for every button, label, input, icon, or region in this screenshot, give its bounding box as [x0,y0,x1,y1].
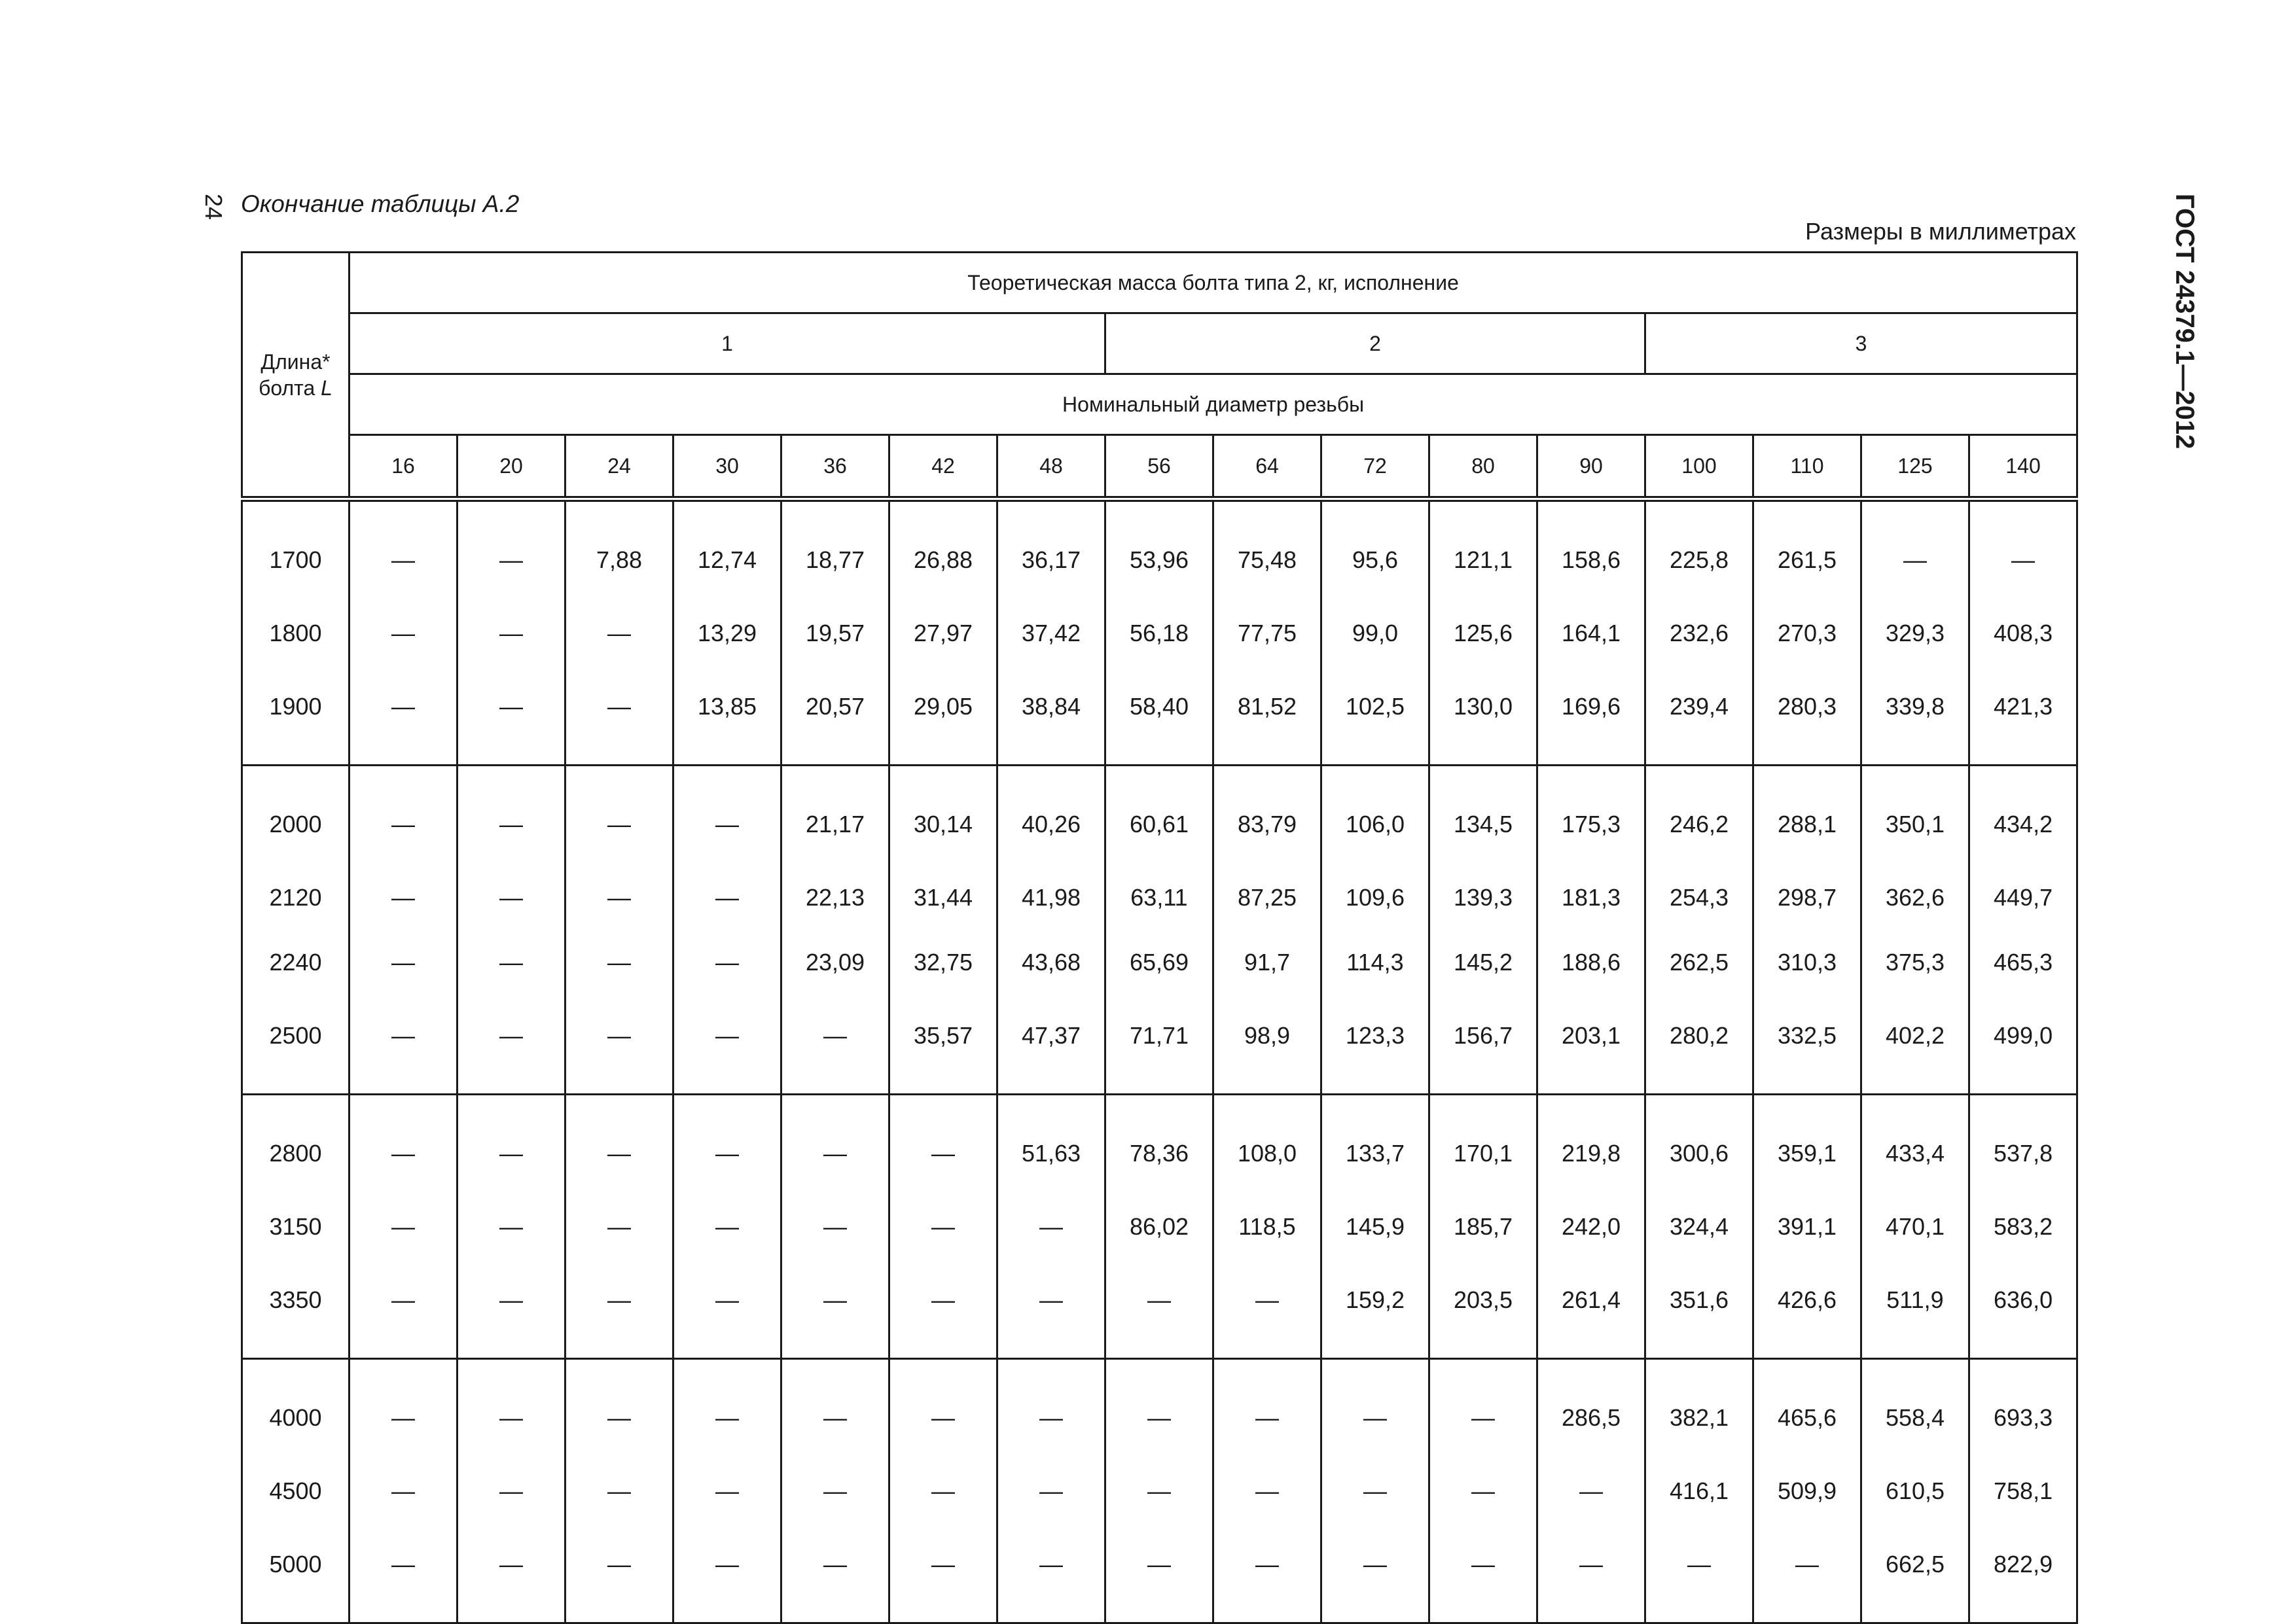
mass-cell: 71,71 [1105,995,1213,1095]
mass-cell: 91,7 [1213,930,1321,995]
mass-cell: 362,6 [1861,865,1969,930]
mass-cell: — [997,1523,1105,1623]
diameter-header-cell: 90 [1537,435,1645,499]
mass-cell: 29,05 [889,665,997,766]
mass-cell: 170,1 [1429,1095,1537,1195]
mass-cell: 310,3 [1753,930,1861,995]
mass-cell: 270,3 [1753,601,1861,665]
mass-cell: 188,6 [1537,930,1645,995]
table-row [242,930,2077,995]
table-row [242,1259,2077,1359]
mass-cell: 164,1 [1537,601,1645,665]
mass-cell: 426,6 [1753,1259,1861,1359]
mass-cell: — [565,1095,673,1195]
mass-cell: — [889,1458,997,1523]
mass-cell: 18,77 [781,499,889,601]
mass-cell: 465,6 [1753,1359,1861,1459]
mass-cell: — [673,1458,781,1523]
mass-cell: 610,5 [1861,1458,1969,1523]
mass-cell: 382,1 [1645,1359,1753,1459]
diameter-header-cell: 100 [1645,435,1753,499]
mass-cell: 280,2 [1645,995,1753,1095]
mass-cell: — [457,1095,565,1195]
mass-cell: 106,0 [1321,766,1429,866]
mass-cell: 509,9 [1753,1458,1861,1523]
mass-cell: — [1213,1523,1321,1623]
mass-cell: 225,8 [1645,499,1753,601]
diameter-header-cell: 56 [1105,435,1213,499]
table-row [242,995,2077,1095]
table-row [242,1458,2077,1523]
mass-cell: 219,8 [1537,1095,1645,1195]
diameter-header-cell: 140 [1969,435,2077,499]
mass-cell: — [350,1095,457,1195]
mass-cell: — [350,1194,457,1259]
mass-cell: 19,57 [781,601,889,665]
table-row [242,665,2077,766]
length-cell: 4500 [242,1458,350,1523]
mass-cell: — [889,1095,997,1195]
mass-cell: 27,97 [889,601,997,665]
mass-cell: 13,29 [673,601,781,665]
mass-cell: 35,57 [889,995,997,1095]
mass-cell: — [673,1194,781,1259]
mass-cell: — [350,995,457,1095]
mass-cell: — [1429,1458,1537,1523]
mass-cell: — [565,930,673,995]
diameter-header-cell: 80 [1429,435,1537,499]
mass-cell: 416,1 [1645,1458,1753,1523]
mass-cell: — [781,1259,889,1359]
mass-cell: — [457,766,565,866]
mass-cell: — [350,499,457,601]
mass-cell: 108,0 [1213,1095,1321,1195]
mass-cell: 21,17 [781,766,889,866]
mass-cell: 499,0 [1969,995,2077,1095]
length-cell: 2000 [242,766,350,866]
mass-cell: — [350,1523,457,1623]
mass-cell: 324,4 [1645,1194,1753,1259]
mass-cell: 156,7 [1429,995,1537,1095]
mass-cell: — [1537,1523,1645,1623]
mass-cell: 261,5 [1753,499,1861,601]
mass-cell: 203,5 [1429,1259,1537,1359]
mass-cell: — [781,1095,889,1195]
mass-cell: 280,3 [1753,665,1861,766]
mass-cell: 239,4 [1645,665,1753,766]
mass-cell: 23,09 [781,930,889,995]
mass-cell: — [565,1194,673,1259]
mass-cell: 41,98 [997,865,1105,930]
table-row [242,601,2077,665]
mass-cell: 134,5 [1429,766,1537,866]
mass-cell: 449,7 [1969,865,2077,930]
mass-cell: 38,84 [997,665,1105,766]
mass-cell: 662,5 [1861,1523,1969,1623]
mass-cell: — [673,1359,781,1459]
mass-cell: 300,6 [1645,1095,1753,1195]
mass-cell: 159,2 [1321,1259,1429,1359]
mass-cell: — [1429,1359,1537,1459]
mass-cell: 77,75 [1213,601,1321,665]
mass-cell: 298,7 [1753,865,1861,930]
mass-cell: 175,3 [1537,766,1645,866]
mass-cell: 51,63 [997,1095,1105,1195]
mass-cell: — [1213,1458,1321,1523]
mass-cell: — [889,1259,997,1359]
diameter-header-cell: 36 [781,435,889,499]
mass-cell: 232,6 [1645,601,1753,665]
diameter-header-cell: 16 [350,435,457,499]
mass-cell: — [350,1259,457,1359]
mass-cell: 465,3 [1969,930,2077,995]
mass-cell: 95,6 [1321,499,1429,601]
mass-cell: 145,2 [1429,930,1537,995]
mass-cell: 758,1 [1969,1458,2077,1523]
mass-cell: — [673,865,781,930]
version-header: 3 [1645,313,2077,374]
mass-cell: — [565,601,673,665]
mass-cell: — [457,665,565,766]
mass-cell: 822,9 [1969,1523,2077,1623]
mass-cell: — [997,1359,1105,1459]
mass-cell: — [457,865,565,930]
length-cell: 2800 [242,1095,350,1195]
mass-cell: — [457,1259,565,1359]
page-number: 24 [200,194,227,221]
mass-cell: — [565,865,673,930]
mass-cell: 32,75 [889,930,997,995]
mass-cell: — [457,1458,565,1523]
mass-cell: 65,69 [1105,930,1213,995]
mass-cell: — [457,1523,565,1623]
length-header-line2: болта [259,376,315,400]
mass-cell: 332,5 [1753,995,1861,1095]
mass-cell: — [350,865,457,930]
mass-cell: 408,3 [1969,601,2077,665]
diameter-header-cell: 42 [889,435,997,499]
mass-cell: — [1645,1523,1753,1623]
length-header-line1: Длина* [260,349,331,374]
mass-cell: 78,36 [1105,1095,1213,1195]
mass-cell: 636,0 [1969,1259,2077,1359]
diameter-header-cell: 72 [1321,435,1429,499]
mass-cell: 391,1 [1753,1194,1861,1259]
mass-cell: — [350,1458,457,1523]
table-row [242,766,2077,866]
length-cell: 4000 [242,1359,350,1459]
row-group [242,499,2077,766]
mass-cell: 13,85 [673,665,781,766]
mass-cell: — [1429,1523,1537,1623]
mass-cell: 288,1 [1753,766,1861,866]
version-header: 1 [350,313,1105,374]
mass-cell: — [1105,1259,1213,1359]
document-code: ГОСТ 24379.1—2012 [2170,194,2199,450]
mass-cell: 7,88 [565,499,673,601]
mass-cell: 60,61 [1105,766,1213,866]
mass-cell: — [997,1259,1105,1359]
mass-cell: 158,6 [1537,499,1645,601]
mass-cell: — [1321,1458,1429,1523]
length-cell: 3350 [242,1259,350,1359]
mass-cell: — [673,1523,781,1623]
mass-cell: 130,0 [1429,665,1537,766]
mass-cell: 246,2 [1645,766,1753,866]
mass-cell: 40,26 [997,766,1105,866]
mass-cell: — [673,1259,781,1359]
mass-header: Теоретическая масса болта типа 2, кг, исполнение [350,253,2077,313]
mass-cell: 583,2 [1969,1194,2077,1259]
mass-cell: 511,9 [1861,1259,1969,1359]
table-caption: Окончание таблицы А.2 [241,190,520,217]
diameter-header: Номинальный диаметр резьбы [350,374,2077,435]
mass-cell: 421,3 [1969,665,2077,766]
mass-cell: — [565,1359,673,1459]
mass-cell: 254,3 [1645,865,1753,930]
diameter-header-cell: 48 [997,435,1105,499]
mass-cell: — [350,930,457,995]
mass-cell: 261,4 [1537,1259,1645,1359]
length-cell: 1900 [242,665,350,766]
mass-cell: 121,1 [1429,499,1537,601]
length-header [242,253,350,499]
mass-cell: — [781,1458,889,1523]
mass-cell: 114,3 [1321,930,1429,995]
mass-cell: 351,6 [1645,1259,1753,1359]
mass-cell: 63,11 [1105,865,1213,930]
mass-cell: 133,7 [1321,1095,1429,1195]
mass-cell: 242,0 [1537,1194,1645,1259]
mass-cell: — [997,1194,1105,1259]
diameter-header-cell: 110 [1753,435,1861,499]
bolt-mass-table [241,251,2078,1624]
mass-cell: — [457,499,565,601]
mass-cell: 99,0 [1321,601,1429,665]
mass-cell: 20,57 [781,665,889,766]
mass-cell: — [781,1523,889,1623]
mass-cell: — [1105,1359,1213,1459]
table-row [242,1095,2077,1195]
length-cell: 2500 [242,995,350,1095]
mass-cell: — [457,995,565,1095]
mass-cell: 169,6 [1537,665,1645,766]
mass-cell: 83,79 [1213,766,1321,866]
table-row [242,1359,2077,1459]
mass-cell: — [1537,1458,1645,1523]
mass-cell: — [565,1259,673,1359]
table-row [242,1194,2077,1259]
mass-cell: — [565,1458,673,1523]
mass-cell: — [565,1523,673,1623]
table-row [242,1523,2077,1623]
mass-cell: 145,9 [1321,1194,1429,1259]
mass-cell: 262,5 [1645,930,1753,995]
mass-cell: — [350,601,457,665]
table-row [242,499,2077,601]
mass-cell: 86,02 [1105,1194,1213,1259]
mass-cell: — [1105,1523,1213,1623]
mass-cell: — [997,1458,1105,1523]
mass-cell: 139,3 [1429,865,1537,930]
mass-cell: 109,6 [1321,865,1429,930]
mass-cell: 375,3 [1861,930,1969,995]
diameter-header-cell: 125 [1861,435,1969,499]
mass-cell: — [673,766,781,866]
row-group [242,766,2077,1095]
mass-cell: 30,14 [889,766,997,866]
length-header-symbol: L [321,376,332,400]
mass-cell: — [565,766,673,866]
mass-cell: 53,96 [1105,499,1213,601]
mass-cell: — [1321,1523,1429,1623]
mass-cell: 359,1 [1753,1095,1861,1195]
mass-cell: — [889,1359,997,1459]
mass-cell: — [673,930,781,995]
units-note: Размеры в миллиметрах [1805,218,2076,245]
mass-cell: — [457,930,565,995]
mass-cell: 102,5 [1321,665,1429,766]
mass-cell: — [1861,499,1969,601]
mass-cell: — [1969,499,2077,601]
mass-cell: 43,68 [997,930,1105,995]
row-group [242,1095,2077,1359]
mass-cell: — [781,1359,889,1459]
mass-cell: — [457,1194,565,1259]
mass-cell: 350,1 [1861,766,1969,866]
mass-cell: 185,7 [1429,1194,1537,1259]
mass-cell: 286,5 [1537,1359,1645,1459]
mass-cell: 98,9 [1213,995,1321,1095]
mass-cell: — [457,1359,565,1459]
mass-cell: 329,3 [1861,601,1969,665]
mass-cell: 125,6 [1429,601,1537,665]
mass-cell: — [1213,1359,1321,1459]
mass-cell: 433,4 [1861,1095,1969,1195]
length-cell: 2120 [242,865,350,930]
mass-cell: 31,44 [889,865,997,930]
mass-cell: — [350,665,457,766]
mass-cell: — [350,766,457,866]
mass-cell: — [565,665,673,766]
diameter-header-cell: 24 [565,435,673,499]
diameter-header-cell: 30 [673,435,781,499]
diameter-header-cell: 20 [457,435,565,499]
mass-cell: — [673,1095,781,1195]
mass-cell: — [457,601,565,665]
mass-cell: 123,3 [1321,995,1429,1095]
mass-cell: 36,17 [997,499,1105,601]
mass-cell: 37,42 [997,601,1105,665]
mass-cell: 47,37 [997,995,1105,1095]
mass-cell: 181,3 [1537,865,1645,930]
length-cell: 5000 [242,1523,350,1623]
mass-cell: 81,52 [1213,665,1321,766]
table-row [242,865,2077,930]
mass-cell: 56,18 [1105,601,1213,665]
mass-cell: 402,2 [1861,995,1969,1095]
mass-cell: 87,25 [1213,865,1321,930]
mass-cell: 558,4 [1861,1359,1969,1459]
mass-cell: 434,2 [1969,766,2077,866]
mass-cell: 118,5 [1213,1194,1321,1259]
row-group [242,1359,2077,1623]
mass-cell: 58,40 [1105,665,1213,766]
length-cell: 1800 [242,601,350,665]
mass-cell: 537,8 [1969,1095,2077,1195]
mass-cell: 12,74 [673,499,781,601]
version-header: 2 [1105,313,1645,374]
mass-cell: 203,1 [1537,995,1645,1095]
mass-cell: — [1753,1523,1861,1623]
mass-cell: 339,8 [1861,665,1969,766]
mass-cell: — [1105,1458,1213,1523]
length-cell: 3150 [242,1194,350,1259]
diameter-header-cell: 64 [1213,435,1321,499]
mass-cell: — [1321,1359,1429,1459]
mass-cell: 22,13 [781,865,889,930]
mass-cell: — [781,995,889,1095]
mass-cell: — [781,1194,889,1259]
mass-cell: 75,48 [1213,499,1321,601]
mass-cell: — [1213,1259,1321,1359]
mass-cell: — [889,1194,997,1259]
mass-cell: — [565,995,673,1095]
mass-cell: 26,88 [889,499,997,601]
mass-cell: — [673,995,781,1095]
mass-cell: — [350,1359,457,1459]
length-cell: 2240 [242,930,350,995]
mass-cell: 693,3 [1969,1359,2077,1459]
mass-cell: 470,1 [1861,1194,1969,1259]
length-cell: 1700 [242,499,350,601]
mass-cell: — [889,1523,997,1623]
